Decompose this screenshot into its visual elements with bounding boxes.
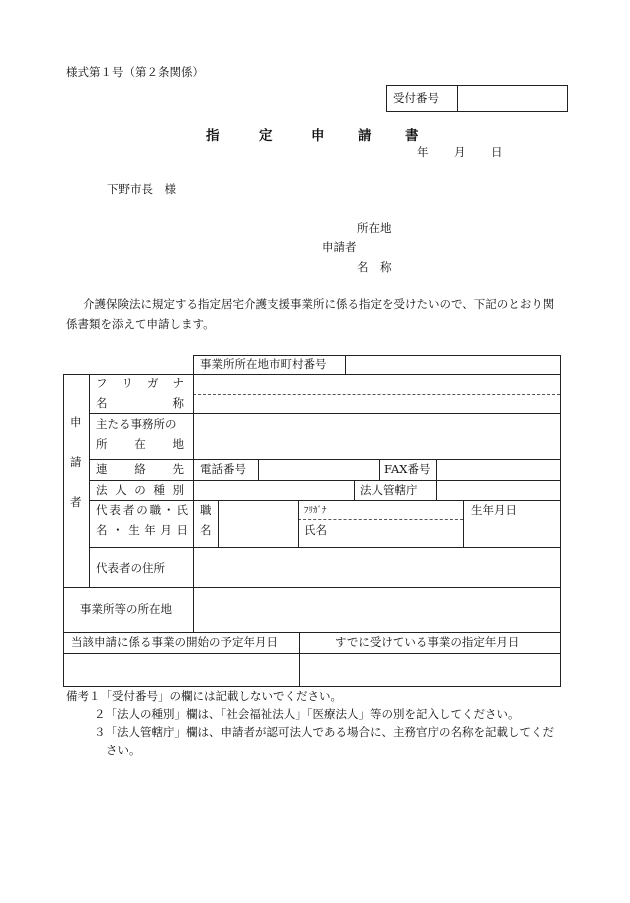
receipt-number-label: 受付番号 — [393, 91, 439, 105]
rep-char: 日 — [176, 523, 188, 537]
date-day-label: 日 — [491, 145, 503, 159]
phone-label: 電話番号 — [200, 462, 246, 476]
note-2: ２「法人の種別」欄は、「社会福祉法人」「医療法人」等の別を記入してください。 — [94, 707, 520, 721]
rep-char: 氏 — [176, 503, 188, 517]
title-char-4: 請 — [358, 128, 372, 144]
rep-address-label: 代表者の住所 — [96, 561, 165, 575]
rep-label-line-1 — [96, 504, 188, 518]
position-label-char-2: 名 — [200, 523, 212, 537]
furigana-char: ナ — [172, 376, 184, 390]
fax-label: FAX番号 — [384, 462, 431, 476]
applicant-name-label: 名 称 — [357, 260, 392, 274]
rep-char: 職 — [149, 503, 162, 517]
rep-char: 代 — [96, 503, 108, 517]
rep-char: 月 — [160, 523, 172, 537]
date-month-label: 月 — [454, 145, 466, 159]
furigana-char: ガ — [147, 376, 159, 390]
body-text-line-2: 係書類を添えて申請します。 — [66, 317, 215, 331]
rep-furigana-label: ﾌﾘｶﾞﾅ — [304, 506, 327, 516]
date-year-label: 年 — [417, 145, 429, 159]
rep-char: 年 — [144, 523, 156, 537]
furigana-char: リ — [121, 376, 133, 390]
rep-name-label: 氏名 — [304, 523, 327, 537]
office-location-label: 事業所等の所在地 — [80, 602, 172, 616]
name-char: 名 — [96, 396, 108, 410]
contact-label — [96, 463, 184, 477]
note-3: ３「法人管轄庁」欄は、申請者が認可法人である場合に、主務官庁の名称を記載してくだ — [94, 725, 554, 739]
form-number: 様式第１号（第２条関係） — [66, 65, 204, 79]
rep-char: ・ — [163, 503, 175, 517]
furigana-char: フ — [96, 376, 108, 390]
contact-char: 先 — [172, 462, 184, 476]
furigana-label — [96, 377, 184, 391]
corp-type-label — [96, 484, 184, 498]
existing-designation-label: すでに受けている事業の指定年月日 — [335, 635, 520, 649]
contact-char: 絡 — [134, 462, 146, 476]
title-char-2: 定 — [259, 128, 273, 144]
note-1: 備考１「受付番号」の欄には記載しないでください。 — [66, 689, 342, 703]
applicant-side-char-3: 者 — [70, 495, 82, 509]
rep-char: の — [136, 503, 148, 517]
planned-start-label: 当該申請に係る事業の開始の予定年月日 — [71, 635, 278, 649]
title-char-3: 申 — [311, 128, 325, 144]
applicant-label: 申請者 — [322, 240, 357, 254]
rep-char: 生 — [128, 523, 140, 537]
birthdate-label: 生年月日 — [471, 503, 517, 517]
corp-type-char: 別 — [172, 483, 184, 497]
office-label-line-1: 主たる事務所の — [96, 417, 177, 431]
corp-type-char: 種 — [153, 483, 165, 497]
corp-office-label: 法人管轄庁 — [360, 483, 418, 497]
office-char: 在 — [134, 437, 146, 451]
corp-type-char: 人 — [115, 483, 127, 497]
position-label-char-1: 職 — [200, 503, 212, 517]
applicant-location-label: 所在地 — [357, 221, 392, 235]
title-char-5: 書 — [405, 128, 419, 144]
document-title — [0, 124, 630, 142]
title-char-1: 指 — [206, 128, 220, 144]
rep-label-line-2 — [96, 524, 188, 538]
name-label — [96, 397, 184, 411]
name-char: 称 — [172, 396, 184, 410]
municipal-code-label: 事業所所在地市町村番号 — [200, 357, 327, 371]
rep-char: 者 — [122, 503, 135, 517]
rep-char: 表 — [109, 503, 121, 517]
office-char: 地 — [172, 437, 184, 451]
addressee: 下野市長 様 — [107, 182, 176, 196]
contact-char: 連 — [96, 462, 108, 476]
rep-char: ・ — [112, 523, 124, 537]
receipt-number-box — [386, 85, 568, 112]
corp-type-char: の — [134, 483, 146, 497]
corp-type-char: 法 — [96, 483, 108, 497]
rep-char: 名 — [96, 523, 108, 537]
office-char: 所 — [96, 437, 108, 451]
office-label-line-2 — [96, 438, 184, 452]
applicant-side-char-1: 申 — [70, 415, 82, 429]
note-3-continued: さい。 — [106, 743, 141, 757]
applicant-side-char-2: 請 — [70, 455, 82, 469]
body-text-line-1: 介護保険法に規定する指定居宅介護支援事業所に係る指定を受けたいので、下記のとおり関 — [83, 297, 555, 311]
